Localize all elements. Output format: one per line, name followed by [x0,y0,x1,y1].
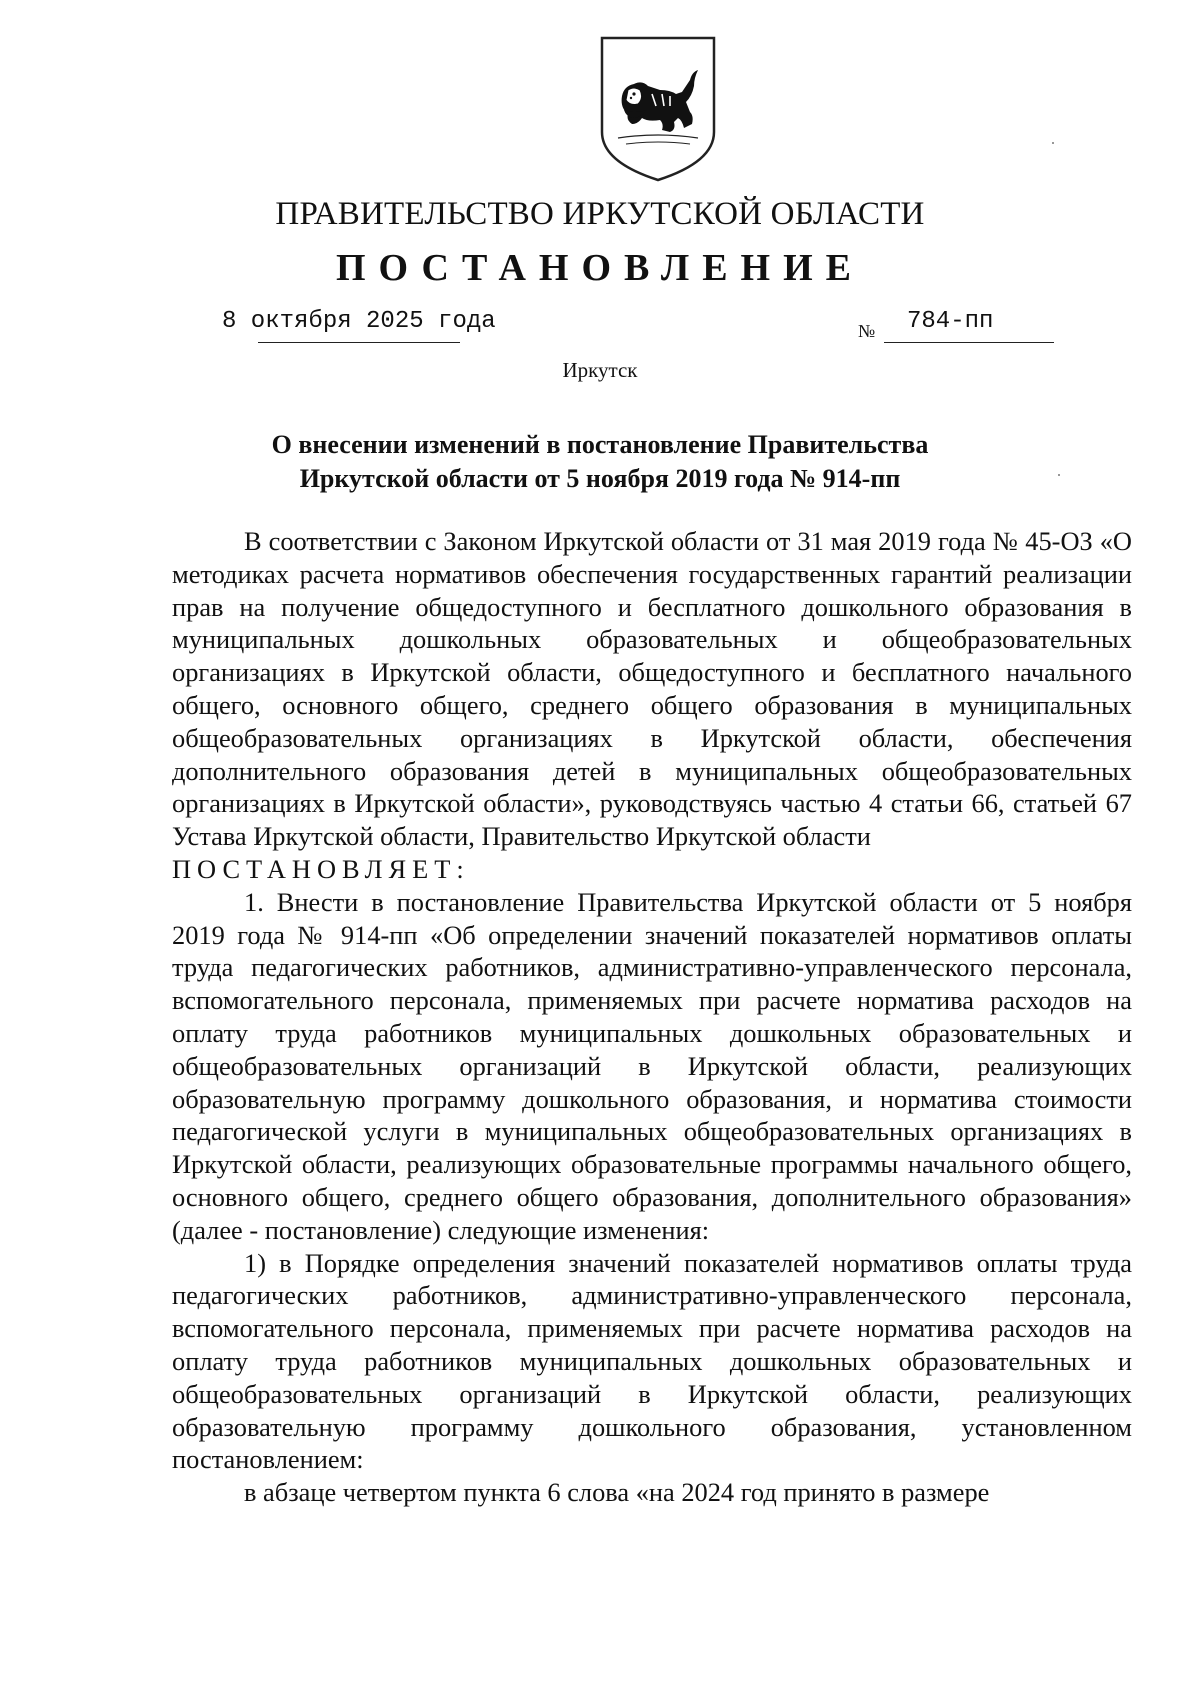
ruling-word: ПОСТАНОВЛЯЕТ: [172,853,470,884]
document-subject [0,428,1200,496]
city-name: Иркутск [562,358,638,382]
document-number: 784-пп [907,308,994,335]
subject-line-2: Иркутской области от 5 ноября 2019 года № 914-пп [299,464,901,493]
scan-speck [1052,142,1054,144]
document-body [172,525,1132,1509]
subject-line-1: О внесении изменений в постановление Правительства [271,430,929,459]
preamble-paragraph: В соответствии с Законом Иркутской области от 31 мая 2019 года № 45-ОЗ «О методиках расчета нормативов обеспечения государственных гарантий реализации прав на получение общедоступного и бесплатного дошкольного образования в муниципальных дошкольных образовательных и общеобразовательных организациях в Иркутской области, общедоступного и бесплатного начального общего, основного общего, среднего общего образования в муниципальных общеобразовательных организациях в Иркутской области, обеспечения дополнительного образования детей в муниципальных общеобразовательных организациях в Иркутской области», руководствуясь частью 4 статьи 66, статьей 67 Устава Иркутской области, Правительство Иркутской области [172,526,1132,852]
item-1-paragraph: 1. Внести в постановление Правительства Иркутской области от 5 ноября 2019 года № 914-пп «Об определении значений показателей нормативов оплаты труда педагогических работников, административно-управленческого персонала, вспомогательного персонала, применяемых при расчете норматива расходов на оплату труда работников муниципальных дошкольных образовательных и общеобразовательных организаций в Иркутской области, реализующих образовательную программу дошкольного образования, и норматива стоимости педагогической услуги в муниципальных общеобразовательных организациях в Иркутской области, реализующих образовательные программы начального общего, основного общего, среднего общего образования, дополнительного образования» (далее - постановление) следующие изменения: [172,886,1132,1245]
number-sign: № [858,321,876,341]
government-name: ПРАВИТЕЛЬСТВО ИРКУТСКОЙ ОБЛАСТИ [275,196,925,232]
document-type-heading: ПОСТАНОВЛЕНИЕ [335,247,865,289]
coat-of-arms-emblem [598,34,718,184]
document-date: 8 октября 2025 года [222,308,496,335]
scan-speck [1058,474,1060,476]
continuation-paragraph: в абзаце четвертом пункта 6 слова «на 2024 год принято в размере [244,1477,990,1508]
date-underline [258,342,460,343]
number-underline [884,342,1054,343]
subitem-1-paragraph: 1) в Порядке определения значений показателей нормативов оплаты труда педагогических работников, административно-управленческого персонала, вспомогательного персонала, применяемых при расчете норматива расходов на оплату труда работников муниципальных дошкольных образовательных и общеобразовательных организаций в Иркутской области, реализующих образовательную программу дошкольного образования, установленном постановлением: [172,1247,1132,1475]
